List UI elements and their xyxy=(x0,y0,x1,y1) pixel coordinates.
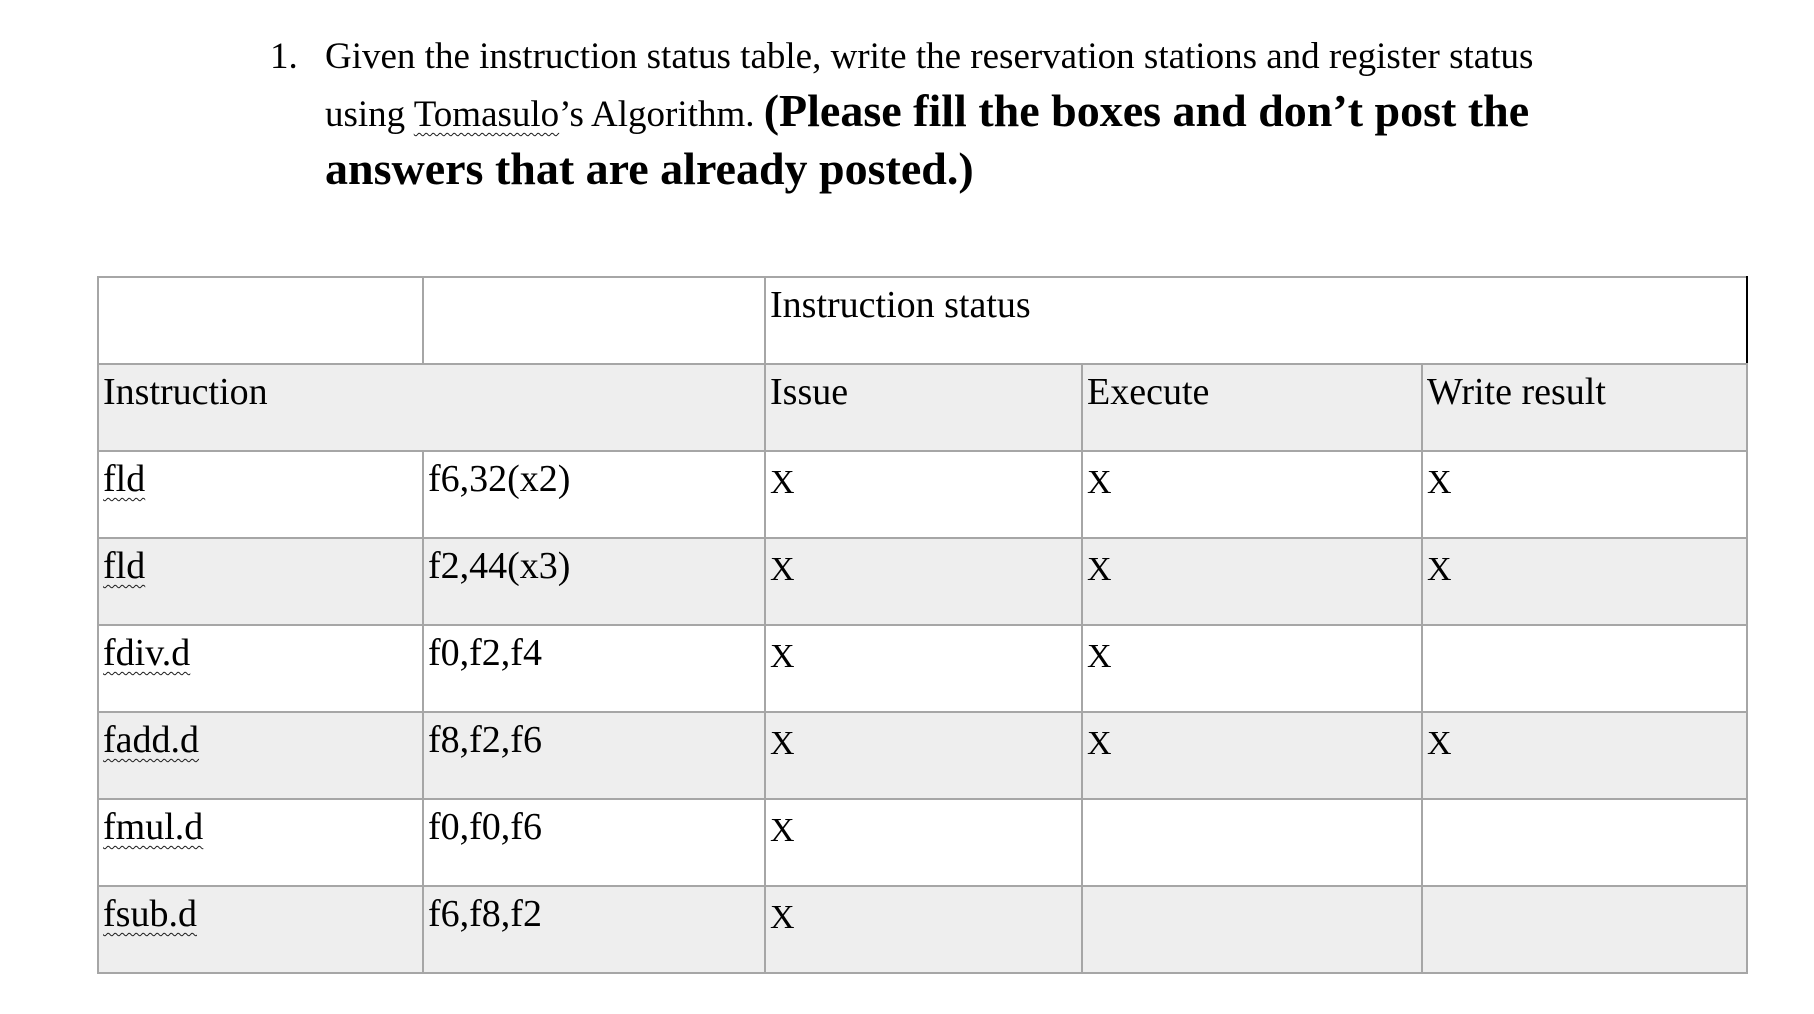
question-line-2 xyxy=(325,84,1690,142)
issue-cell xyxy=(765,712,1082,799)
execute-mark: X xyxy=(1087,464,1112,501)
table-title xyxy=(765,277,1747,364)
issue-cell xyxy=(765,799,1082,886)
issue-mark: X xyxy=(770,464,795,501)
header-issue-text: Issue xyxy=(770,371,849,413)
operands-cell xyxy=(423,799,765,886)
op-cell xyxy=(98,625,423,712)
op-cell xyxy=(98,799,423,886)
issue-cell xyxy=(765,625,1082,712)
question-line-1: Given the instruction status table, write the reservation stations and register status xyxy=(325,36,1534,77)
execute-cell xyxy=(1082,886,1422,973)
write-mark: X xyxy=(1427,551,1452,588)
table-row xyxy=(98,625,1747,712)
write-cell xyxy=(1422,625,1747,712)
issue-cell xyxy=(765,886,1082,973)
write-cell xyxy=(1422,799,1747,886)
execute-mark: X xyxy=(1087,725,1112,762)
op-name: fsub.d xyxy=(103,893,197,935)
empty-cell xyxy=(98,277,423,364)
header-execute xyxy=(1082,364,1422,451)
operands: f6,f8,f2 xyxy=(428,893,542,935)
op-cell xyxy=(98,538,423,625)
op-name: fld xyxy=(103,458,146,500)
op-cell xyxy=(98,712,423,799)
operands: f0,f2,f4 xyxy=(428,632,542,674)
operands: f8,f2,f6 xyxy=(428,719,542,761)
issue-mark: X xyxy=(770,899,795,936)
write-mark xyxy=(1427,626,1746,640)
execute-mark xyxy=(1087,800,1421,814)
table-row xyxy=(98,799,1747,886)
question-line-3: answers that are already posted.) xyxy=(325,143,974,194)
op-name: fmul.d xyxy=(103,806,204,848)
tomasulo-word: Tomasulo xyxy=(413,94,560,135)
header-execute-text: Execute xyxy=(1087,371,1210,413)
table-title-text: Instruction status xyxy=(770,284,1031,326)
execute-cell xyxy=(1082,451,1422,538)
table-title-row xyxy=(98,277,1747,364)
write-mark: X xyxy=(1427,725,1452,762)
issue-mark: X xyxy=(770,812,795,849)
table-row xyxy=(98,451,1747,538)
table-row xyxy=(98,886,1747,973)
empty-cell xyxy=(423,277,765,364)
op-name: fld xyxy=(103,545,146,587)
write-cell xyxy=(1422,538,1747,625)
write-mark xyxy=(1427,800,1746,814)
question-block xyxy=(270,30,1690,196)
instruction-status-table xyxy=(97,276,1748,974)
header-instruction xyxy=(98,364,765,451)
question-line-2-prefix: using xyxy=(325,94,414,135)
execute-mark: X xyxy=(1087,551,1112,588)
issue-mark: X xyxy=(770,551,795,588)
header-row xyxy=(98,364,1747,451)
header-instruction-text: Instruction xyxy=(103,371,268,413)
operands: f0,f0,f6 xyxy=(428,806,542,848)
write-mark: X xyxy=(1427,464,1452,501)
write-mark xyxy=(1427,887,1746,901)
execute-mark xyxy=(1087,887,1421,901)
execute-mark: X xyxy=(1087,638,1112,675)
question-line-2-suffix: ’s Algorithm. xyxy=(559,94,764,135)
operands-cell xyxy=(423,538,765,625)
operands: f6,32(x2) xyxy=(428,458,571,500)
header-write-result xyxy=(1422,364,1747,451)
op-name: fadd.d xyxy=(103,719,200,761)
execute-cell xyxy=(1082,538,1422,625)
issue-cell xyxy=(765,451,1082,538)
write-cell xyxy=(1422,712,1747,799)
question-number: 1. xyxy=(270,36,298,77)
table-row xyxy=(98,712,1747,799)
header-issue xyxy=(765,364,1082,451)
execute-cell xyxy=(1082,799,1422,886)
operands: f2,44(x3) xyxy=(428,545,571,587)
operands-cell xyxy=(423,625,765,712)
op-cell xyxy=(98,451,423,538)
issue-mark: X xyxy=(770,725,795,762)
op-name: fdiv.d xyxy=(103,632,191,674)
operands-cell xyxy=(423,886,765,973)
header-write-result-text: Write result xyxy=(1427,371,1606,413)
issue-mark: X xyxy=(770,638,795,675)
execute-cell xyxy=(1082,712,1422,799)
execute-cell xyxy=(1082,625,1422,712)
question-instruction-bold: (Please fill the boxes and don’t post the xyxy=(763,85,1530,136)
operands-cell xyxy=(423,712,765,799)
table-row xyxy=(98,538,1747,625)
question-text xyxy=(325,30,1690,196)
write-cell xyxy=(1422,886,1747,973)
operands-cell xyxy=(423,451,765,538)
issue-cell xyxy=(765,538,1082,625)
op-cell xyxy=(98,886,423,973)
write-cell xyxy=(1422,451,1747,538)
